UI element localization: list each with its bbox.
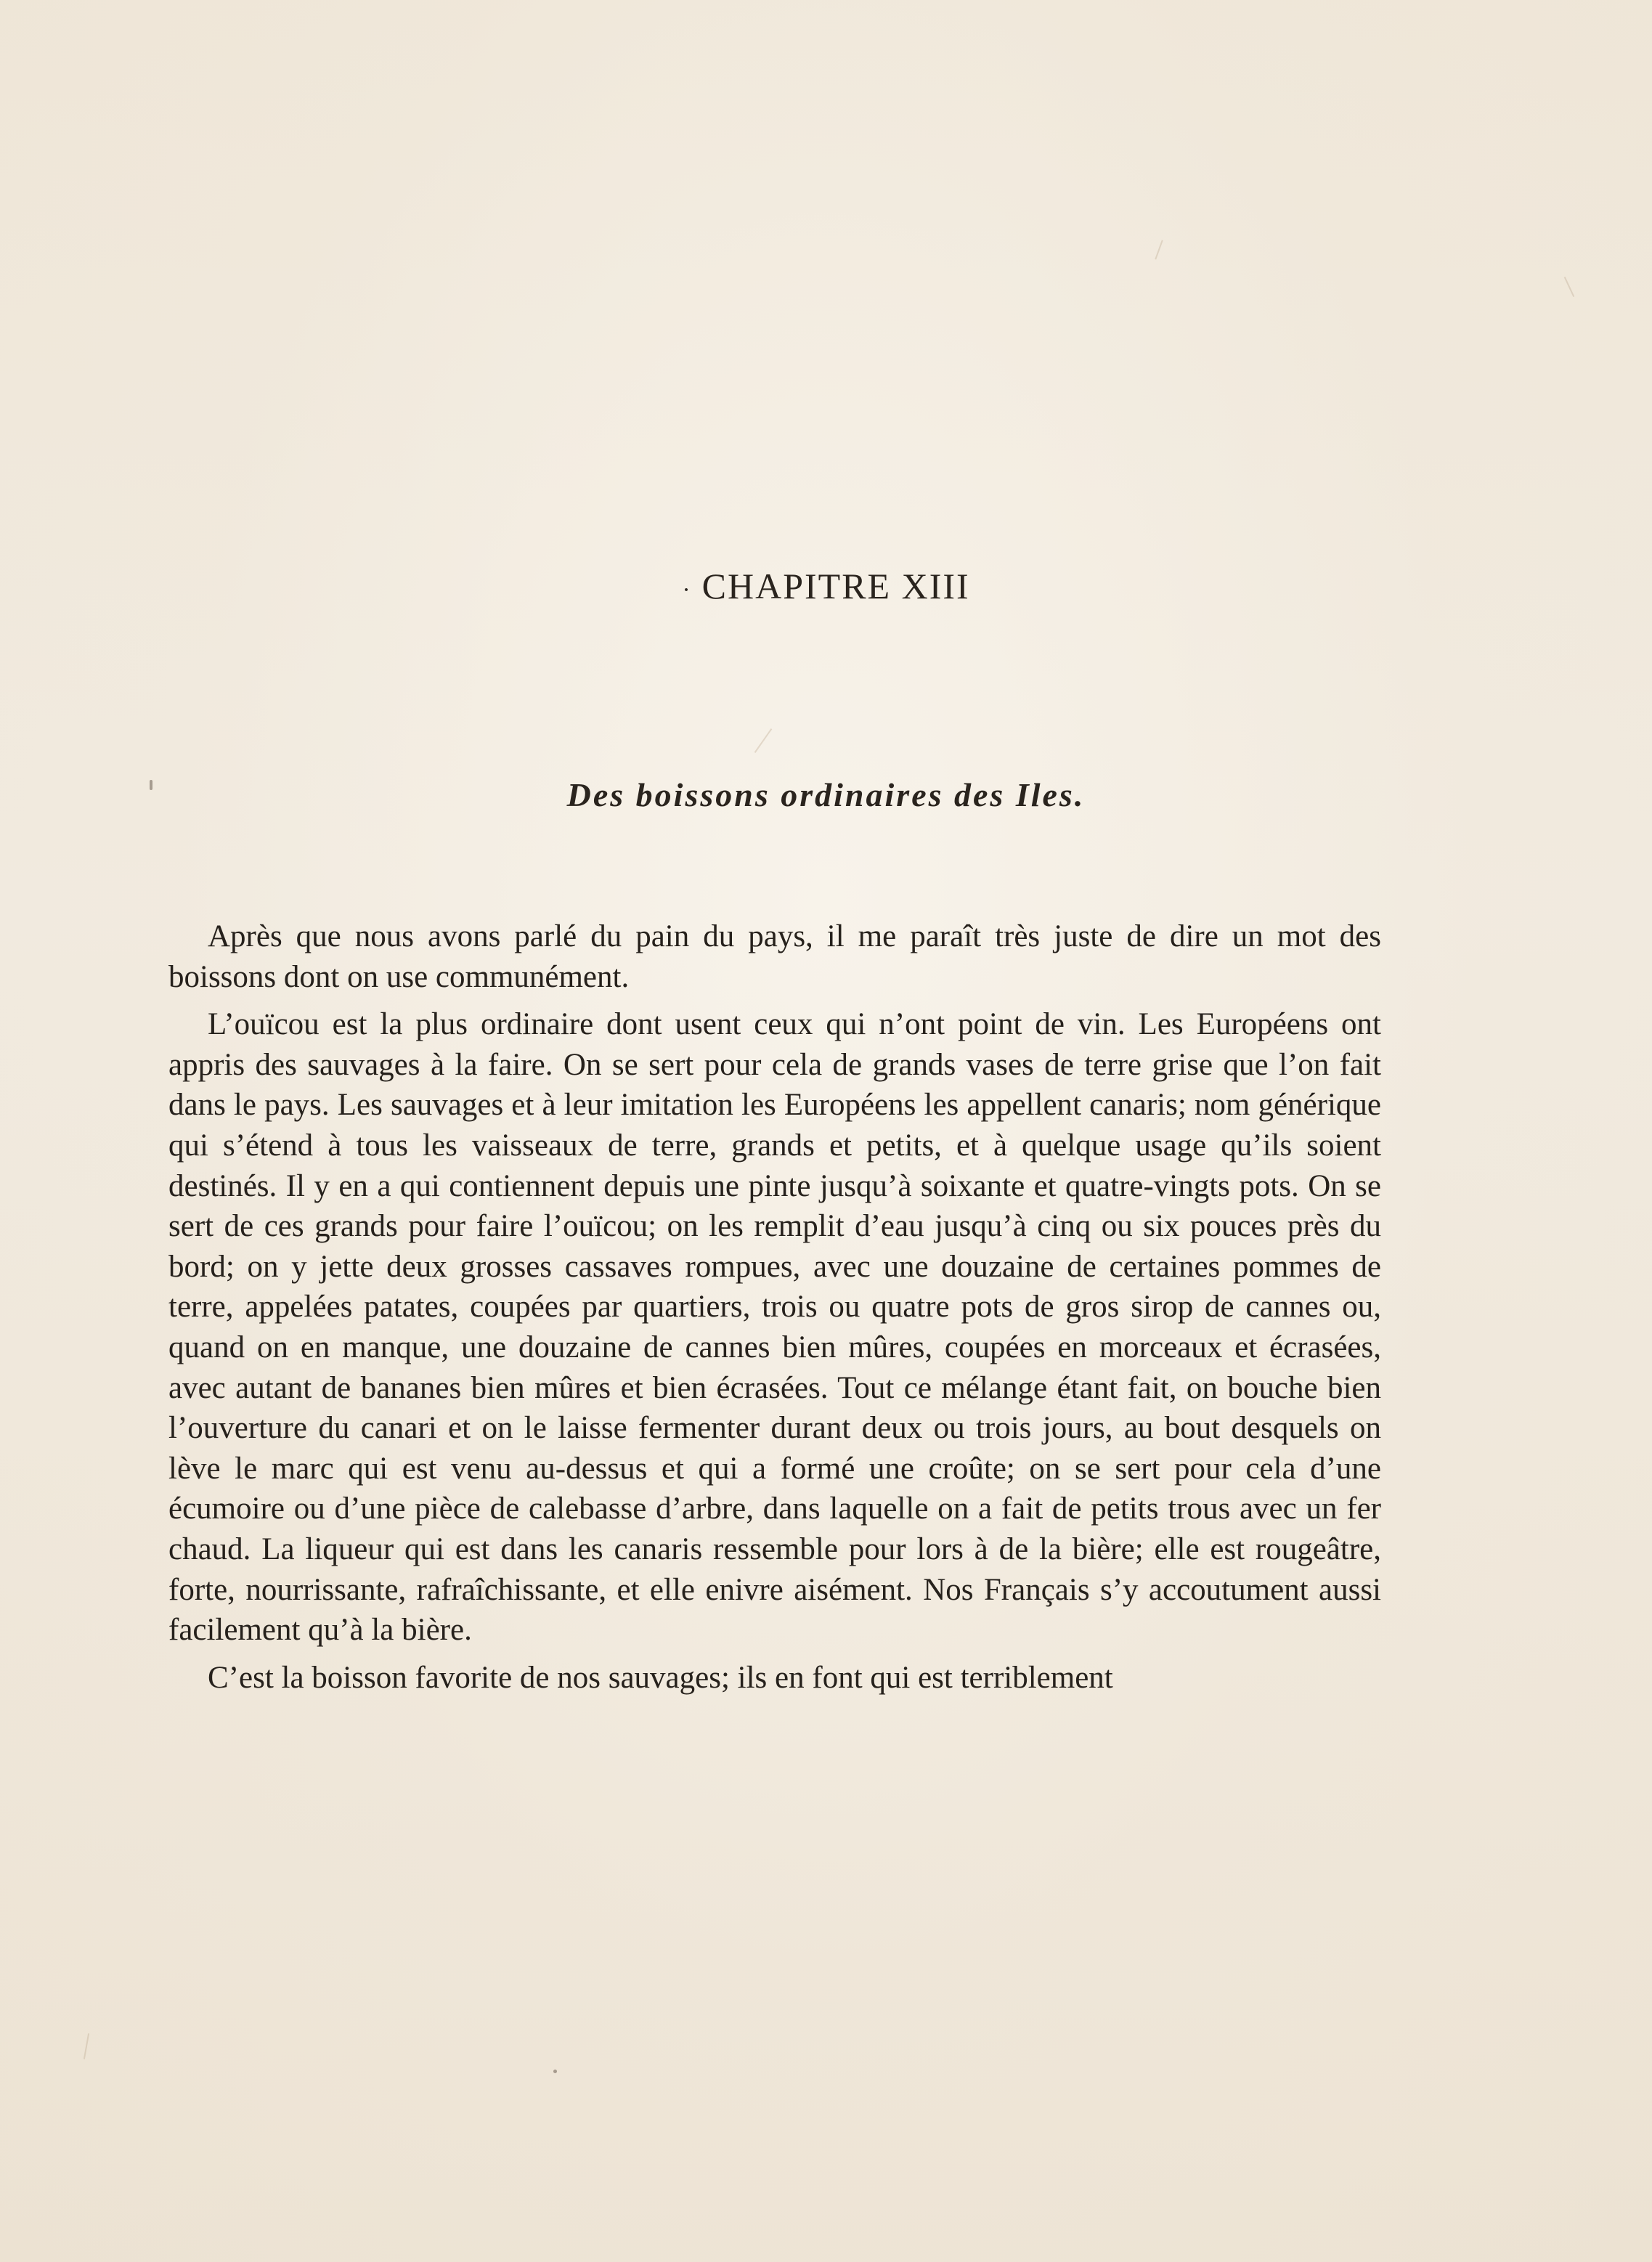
title-dot: · — [682, 576, 692, 603]
chapter-title-text: CHAPITRE XIII — [701, 566, 970, 606]
paper-speck — [553, 2070, 557, 2073]
paragraph: Après que nous avons parlé du pain du pays, il me paraît très juste de dire un mot des boissons dont on use communément. — [168, 919, 1381, 994]
chapter-body — [168, 916, 1381, 1705]
paragraph: L’ouïcou est la plus ordinaire dont usent ceux qui n’ont point de vin. Les Européens ont appris des sauvages à la faire. On se sert pour cela de grands vases de terre grise que l’on fait dans le pays. Les sauvages et à leur imitation les Européens les appellent canaris; nom générique qui s’étend à tous les vaisseaux de terre, grands et petits, et à quelque usage qu’ils soient destinés. Il y en a qui contiennent depuis une pinte jusqu’à soixante et quatre-vingts pots. On se sert de ces grands pour faire l’ouïcou; on les remplit d’eau jusqu’à cinq ou six pouces près du bord; on y jette deux grosses cassaves rompues, avec une douzaine de certaines pommes de terre, appelées patates, coupées par quartiers, trois ou quatre pots de gros sirop de cannes ou, quand on en manque, une douzaine de cannes bien mûres, coupées en morceaux et écrasées, avec autant de bananes bien mûres et bien écrasées. Tout ce mélange étant fait, on bouche bien l’ouverture du canari et on le laisse fermenter durant deux ou trois jours, au bout desquels on lève le marc qui est venu au-dessus et qui a formé une croûte; on se sert pour cela d’une écumoire ou d’une pièce de calebasse d’arbre, dans laquelle on a fait de petits trous avec un fer chaud. La liqueur qui est dans les canaris ressemble pour lors à de la bière; elle est rougeâtre, forte, nourrissante, rafraîchissante, et elle enivre aisément. Nos Français s’y accoutument aussi facilement qu’à la bière. — [168, 1007, 1381, 1648]
chapter-subtitle: Des boissons ordinaires des Iles. — [566, 776, 1086, 813]
paragraph: C’est la boisson favorite de nos sauvages; ils en font qui est terriblement — [208, 1660, 1113, 1695]
paper-fiber — [754, 728, 773, 753]
paper-fiber — [1155, 240, 1163, 260]
paper-fiber — [84, 2033, 89, 2059]
chapter-title — [0, 565, 1652, 607]
paper-fiber — [1564, 277, 1574, 297]
